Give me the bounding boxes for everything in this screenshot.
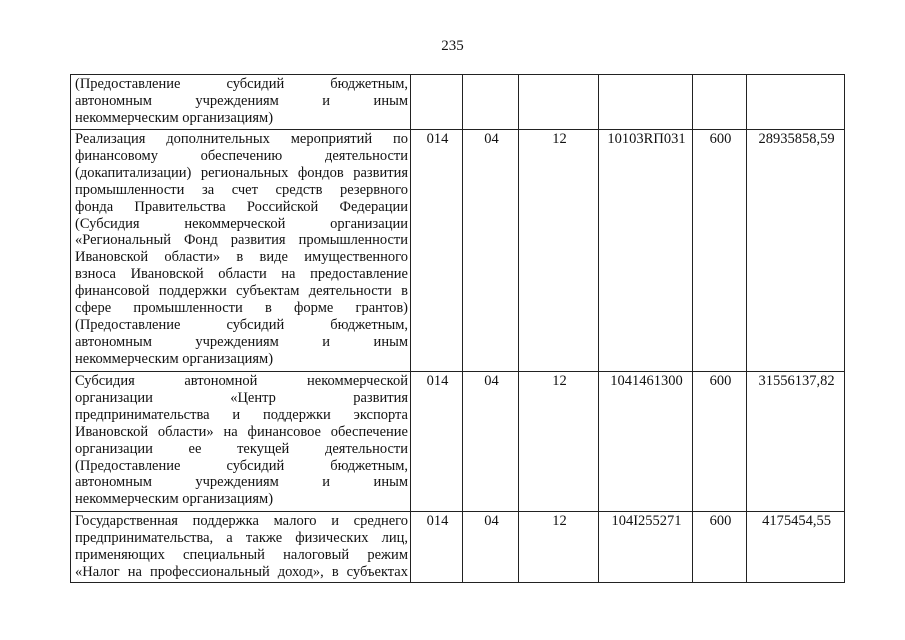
description-line: взноса Ивановской области на предоставление xyxy=(75,266,408,283)
cell-sum xyxy=(747,75,845,130)
description-line: (Предоставление субсидий бюджетным, xyxy=(75,316,408,333)
cell-pr: 12 xyxy=(519,130,599,372)
cell-csr xyxy=(599,75,693,130)
description-line: (Предоставление субсидий бюджетным, xyxy=(75,457,408,474)
cell-sum: 31556137,82 xyxy=(747,372,845,512)
row-description xyxy=(71,75,411,130)
description-line: организации ее текущей деятельности xyxy=(75,440,408,457)
description-line: (докапитализации) региональных фондов развития xyxy=(75,164,408,181)
cell-vr xyxy=(693,75,747,130)
table-row xyxy=(71,75,845,130)
cell-csr: 104I255271 xyxy=(599,512,693,583)
cell-sum: 4175454,55 xyxy=(747,512,845,583)
row-description xyxy=(71,512,411,583)
budget-table xyxy=(70,74,845,583)
cell-csr: 10103RП031 xyxy=(599,130,693,372)
description-line: Реализация дополнительных мероприятий по xyxy=(75,131,408,147)
cell-ved: 014 xyxy=(411,130,463,372)
cell-csr: 1041461300 xyxy=(599,372,693,512)
row-description xyxy=(71,372,411,512)
cell-vr: 600 xyxy=(693,512,747,583)
description-line: сфере промышленности в форме грантов) xyxy=(75,300,408,317)
cell-pr xyxy=(519,75,599,130)
description-line: некоммерческим организациям) xyxy=(75,491,274,508)
table-row xyxy=(71,512,845,583)
description-line: «Региональный Фонд развития промышленности xyxy=(75,232,408,249)
description-line: некоммерческим организациям) xyxy=(75,350,274,367)
cell-rz xyxy=(463,75,519,130)
description-line: предпринимательства, а также физических лиц, xyxy=(75,529,408,546)
description-line: (Субсидия некоммерческой организации xyxy=(75,215,408,232)
cell-vr: 600 xyxy=(693,372,747,512)
description-line: фонда Правительства Российской Федерации xyxy=(75,198,408,215)
cell-pr: 12 xyxy=(519,512,599,583)
cell-rz: 04 xyxy=(463,372,519,512)
description-line: Государственная поддержка малого и среднего xyxy=(75,513,408,529)
cell-rz: 04 xyxy=(463,130,519,372)
row-description xyxy=(71,130,411,372)
description-line: (Предоставление субсидий бюджетным, xyxy=(75,76,408,92)
description-line: предпринимательства и поддержки экспорта xyxy=(75,406,408,423)
description-line: Ивановской области» в виде имущественного xyxy=(75,249,408,266)
page-number: 235 xyxy=(441,38,464,54)
description-line: автономным учреждениям и иным xyxy=(75,333,408,350)
description-line: применяющих специальный налоговый режим xyxy=(75,546,408,563)
cell-vr: 600 xyxy=(693,130,747,372)
cell-sum: 28935858,59 xyxy=(747,130,845,372)
description-line: некоммерческим организациям) xyxy=(75,109,274,126)
cell-rz: 04 xyxy=(463,512,519,583)
cell-ved xyxy=(411,75,463,130)
description-line: «Налог на профессиональный доход», в субъектах xyxy=(75,563,408,580)
description-line: автономным учреждениям и иным xyxy=(75,92,408,109)
cell-ved: 014 xyxy=(411,372,463,512)
description-line: автономным учреждениям и иным xyxy=(75,474,408,491)
description-line: организации «Центр развития xyxy=(75,389,408,406)
description-line: Ивановской области» на финансовое обеспечение xyxy=(75,423,408,440)
table-row xyxy=(71,130,845,372)
description-line: финансовому обеспечению деятельности xyxy=(75,147,408,164)
table-row xyxy=(71,372,845,512)
cell-pr: 12 xyxy=(519,372,599,512)
description-line: финансовой поддержки субъектам деятельности в xyxy=(75,283,408,300)
cell-ved: 014 xyxy=(411,512,463,583)
description-line: промышленности за счет средств резервного xyxy=(75,181,408,198)
description-line: Субсидия автономной некоммерческой xyxy=(75,373,408,389)
